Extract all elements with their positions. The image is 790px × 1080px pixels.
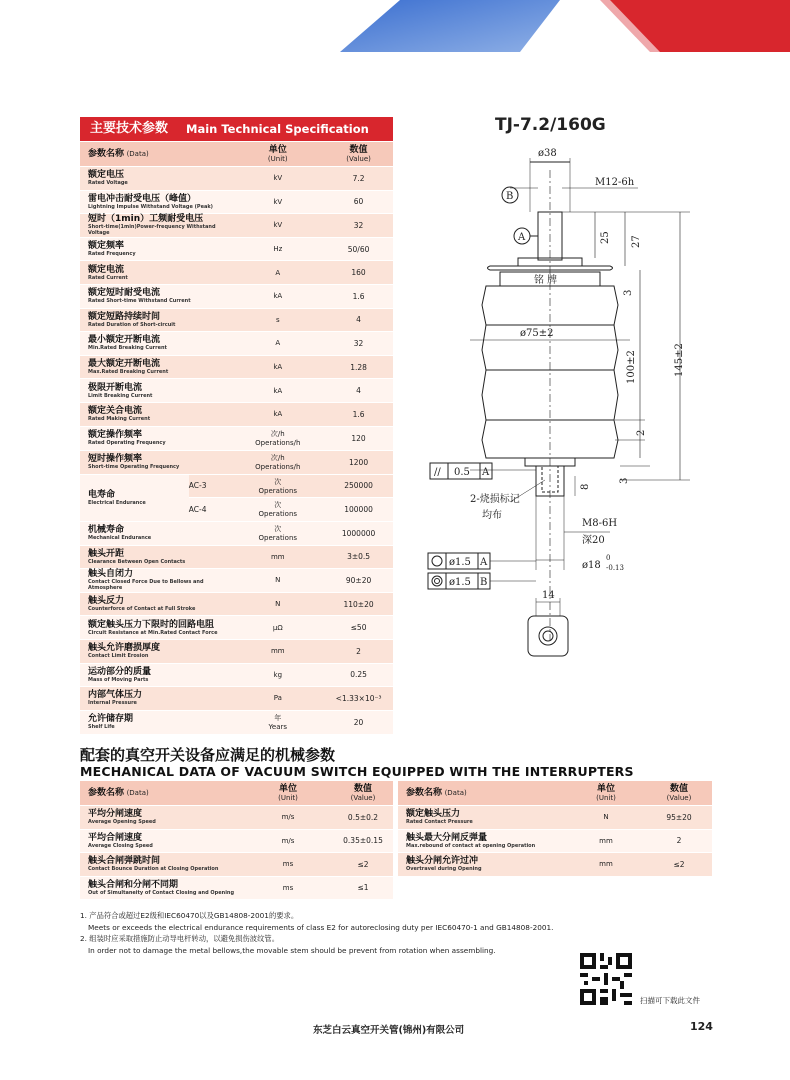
row-name-en: Electrical Endurance: [88, 499, 146, 506]
row-value: 7.2: [324, 167, 393, 191]
table-row: [80, 569, 393, 593]
row-unit: Hz: [273, 245, 283, 254]
row-name-en: Overtravel during Opening: [406, 866, 482, 873]
decoration-shapes: [0, 0, 790, 110]
row-value: 4: [324, 308, 393, 332]
row-name-zh: 触头反力: [88, 596, 125, 607]
row-value: 1.6: [324, 402, 393, 426]
row-name-en: Contact Bounce Duration at Closing Operation: [88, 866, 219, 873]
col-value-en: (Value): [346, 155, 371, 163]
col-unit-zh: 单位: [278, 784, 297, 794]
row-value: 3±0.5: [324, 545, 393, 569]
dim-145: 145±2: [674, 343, 685, 377]
row-name-en: Rated Contact Pressure: [406, 819, 473, 826]
row-unit: kg: [273, 670, 283, 679]
qr-label: 扫描可下载此文件: [640, 996, 700, 1005]
row-name-en: Rated Short-time Withstand Current: [88, 298, 191, 305]
row-unit: N: [566, 806, 646, 830]
sub-label: AC-4: [189, 498, 232, 522]
row-name-zh: 触头自闭力: [88, 569, 134, 580]
dim-d18: ø18: [582, 560, 601, 571]
table-row: [80, 402, 393, 426]
row-unit: mm: [270, 552, 285, 561]
row-name-en: Rated Frequency: [88, 251, 136, 258]
row-unit: A: [275, 339, 281, 348]
row-name-en: Limit Breaking Current: [88, 392, 153, 399]
dim-d18-tol-low: -0.13: [606, 564, 624, 572]
table-row: [80, 545, 393, 569]
table-row: [80, 214, 393, 238]
col-unit-zh: 单位: [268, 145, 287, 155]
row-value: 120: [324, 426, 393, 450]
col-unit-zh: 单位: [596, 784, 615, 794]
dim-100: 100±2: [626, 350, 637, 384]
row-value: 0.35±0.15: [333, 829, 393, 853]
col-name-en: (Data): [126, 150, 149, 158]
row-name-en: Average Closing Speed: [88, 842, 153, 849]
row-value: ≤50: [324, 616, 393, 640]
row-unit: kA: [273, 363, 283, 372]
row-value: 110±20: [324, 592, 393, 616]
col-name-zh: 参数名称: [88, 788, 125, 798]
row-value: 100000: [324, 498, 393, 522]
row-name-zh: 最小额定开断电流: [88, 335, 161, 346]
col-value-zh: 数值: [353, 784, 372, 794]
row-name-en: Internal Pressure: [88, 700, 137, 707]
row-name-en: Short-time(1min)Power-frequency Withstand Voltage: [88, 224, 216, 237]
row-value: 2: [646, 829, 712, 853]
row-name-zh: 机械寿命: [88, 525, 125, 536]
row-unit: 次: [274, 477, 282, 486]
row-unit: ms: [243, 853, 333, 877]
dim-m12: M12-6h: [595, 177, 635, 188]
row-value: 90±20: [324, 569, 393, 593]
row-name-zh: 额定操作频率: [88, 430, 143, 441]
dim-d75: ø75±2: [520, 328, 554, 339]
row-name-zh: 允许储存期: [88, 714, 134, 725]
row-name-zh: 电寿命: [88, 489, 116, 500]
row-name-en: Shelf Life: [88, 724, 115, 731]
spec-table: [80, 142, 393, 735]
table-row: [80, 616, 393, 640]
row-value: 2: [324, 639, 393, 663]
dim-depth: 深20: [582, 535, 605, 546]
row-unit: kV: [273, 197, 283, 206]
row-name-en: Lightning Impulse Withstand Voltage (Peak): [88, 203, 213, 210]
nameplate-label: 铭 牌: [534, 275, 558, 286]
row-unit2: Operations/h: [255, 439, 301, 448]
row-value: ≤2: [646, 853, 712, 877]
row-unit: A: [275, 268, 281, 277]
row-unit: mm: [566, 853, 646, 877]
dim-m8: M8-6H: [582, 518, 618, 529]
row-name-en: Contact Limit Erosion: [88, 653, 149, 660]
row-name-en: Rated Making Current: [88, 416, 151, 423]
mechanical-title-zh: 配套的真空开关设备应满足的机械参数: [80, 746, 336, 764]
page-number: 124: [690, 1020, 713, 1033]
row-name-zh: 触头开距: [88, 548, 125, 559]
mechanical-title-en: MECHANICAL DATA OF VACUUM SWITCH EQUIPPED WITH THE INTERRUPTERS: [80, 764, 634, 779]
row-unit: Pa: [273, 694, 282, 703]
row-unit: μΩ: [272, 623, 283, 632]
col-unit-en: (Unit): [267, 155, 288, 163]
dim-3a: 3: [623, 289, 634, 296]
row-unit: kA: [273, 386, 283, 395]
col-name-en: (Data): [444, 789, 467, 797]
dim-2: 2: [636, 429, 647, 436]
row-name-zh: 额定短路持续时间: [88, 311, 161, 322]
row-unit: ms: [243, 876, 333, 900]
row-name-zh: 雷电冲击耐受电压（峰值）: [88, 193, 197, 204]
row-name-zh: 极限开断电流: [88, 382, 143, 393]
row-unit2: Operations/h: [255, 463, 301, 472]
row-name-en: Mass of Moving Parts: [88, 676, 149, 683]
row-unit: 次/h: [270, 430, 285, 439]
row-name-zh: 最大额定开断电流: [88, 359, 161, 370]
table-row: [80, 710, 393, 734]
row-value: 250000: [324, 474, 393, 498]
mechanical-table-left: [80, 781, 393, 900]
row-name-zh: 平均合闸速度: [88, 832, 143, 843]
row-name-en: Mechanical Endurance: [88, 535, 152, 542]
row-name-zh: 短时操作频率: [88, 454, 143, 465]
row-name-zh: 额定短时耐受电流: [88, 288, 161, 299]
row-name-zh: 短时（1min）工频耐受电压: [88, 214, 204, 225]
body-lower: [482, 420, 618, 458]
note-2-zh: 2. 组装时应采取措施防止动导电杆转动，以避免损伤波纹管。: [80, 934, 279, 943]
row-name-zh: 触头合闸和分闸不同期: [88, 879, 179, 890]
roundness-icon: [432, 556, 442, 566]
row-name-en: Rated Duration of Short-circuit: [88, 321, 176, 328]
note-2-en: In order not to damage the metal bellows,the movable stem should be prevent from rotation when assembling.: [88, 945, 496, 955]
table-row: [80, 284, 393, 308]
table-row: [80, 663, 393, 687]
row-value: 1.6: [324, 284, 393, 308]
parallel-value: 0.5: [454, 467, 470, 478]
row-value: 32: [324, 214, 393, 238]
row-name-zh: 额定触头压力: [406, 809, 461, 820]
row-value: 1200: [324, 450, 393, 474]
footer-company: 东芝白云真空开关管(锦州)有限公司: [313, 1025, 465, 1036]
row-name-zh: 额定频率: [88, 241, 125, 252]
row-value: 50/60: [324, 237, 393, 261]
tolerance-a-ref: A: [480, 557, 488, 568]
row-unit: m/s: [243, 829, 333, 853]
row-unit: N: [275, 600, 281, 609]
table-row: [80, 190, 393, 214]
row-value: 60: [324, 190, 393, 214]
table-row: [80, 687, 393, 711]
mech-left-rows: [80, 806, 393, 900]
table-row: [80, 829, 393, 853]
spec-title-bar: [80, 117, 393, 141]
row-name-en: Out of Simultaneity of Contact Closing and Opening: [88, 889, 235, 896]
col-value-zh: 数值: [669, 784, 688, 794]
col-name-zh: 参数名称: [406, 788, 443, 798]
row-unit: 次/h: [270, 454, 285, 463]
datum-b: B: [506, 191, 514, 202]
col-value-en: (Value): [350, 794, 376, 802]
col-name-en: (Data): [126, 789, 149, 797]
row-name-zh: 触头合闸弹跳时间: [88, 856, 161, 867]
table-row: [80, 450, 393, 474]
header-decoration: [0, 0, 790, 110]
row-unit: 次: [274, 501, 282, 510]
row-value: ≤2: [333, 853, 393, 877]
dim-27: 27: [631, 235, 642, 248]
col-unit-en: (Unit): [278, 794, 298, 802]
dim-d38: ø38: [538, 148, 557, 159]
row-unit2: Operations: [258, 486, 298, 495]
mechanical-table-right: [398, 781, 712, 877]
row-value: 1.28: [324, 355, 393, 379]
parallel-ref: A: [482, 467, 490, 478]
table-row: [80, 332, 393, 356]
table-row: [80, 167, 393, 191]
row-value: ≤1: [333, 876, 393, 900]
tolerance-b-value: ø1.5: [449, 577, 471, 588]
table-row: [80, 806, 393, 830]
notes: [80, 910, 640, 956]
dim-25: 25: [600, 231, 611, 244]
concentricity-icon: [432, 576, 442, 586]
mech-right-rows: [398, 806, 712, 877]
row-unit: mm: [270, 647, 285, 656]
row-name-en: Contact Closed Force Due to Bellows and Atmosphere: [88, 579, 204, 592]
row-unit: m/s: [243, 806, 333, 830]
row-name-zh: 额定关合电流: [88, 406, 143, 417]
row-unit: kA: [273, 410, 283, 419]
burn-mark-label2: 均布: [482, 510, 502, 521]
table-row: [80, 474, 393, 498]
row-name-zh: 内部气体压力: [88, 690, 143, 701]
spec-rows: [80, 167, 393, 475]
datum-a: A: [518, 232, 526, 243]
table-row: [80, 308, 393, 332]
row-unit: s: [275, 315, 280, 324]
row-unit2: Operations: [258, 534, 298, 543]
section-view: [528, 616, 568, 656]
table-row: [80, 261, 393, 285]
row-name-zh: 触头分闸允许过冲: [406, 856, 479, 867]
table-row: [80, 639, 393, 663]
col-unit-en: (Unit): [596, 794, 616, 802]
table-row: [398, 853, 712, 877]
dim-8: 8: [580, 483, 591, 490]
row-unit: kA: [273, 292, 283, 301]
tolerance-b-ref: B: [480, 577, 488, 588]
row-name-zh: 触头最大分闸反弹量: [406, 832, 488, 843]
spec-title-en: Main Technical Specification: [186, 122, 369, 136]
row-value: 1000000: [324, 521, 393, 545]
dim-3b: 3: [619, 477, 630, 484]
row-name-zh: 运动部分的质量: [88, 666, 152, 677]
spec-table-header: [80, 142, 393, 167]
row-name-en: Counterforce of Contact at Full Stroke: [88, 606, 196, 613]
table-row: [80, 592, 393, 616]
row-value: 20: [324, 710, 393, 734]
sub-label: AC-3: [189, 474, 232, 498]
table-row: [80, 379, 393, 403]
row-value: 95±20: [646, 806, 712, 830]
row-unit: kV: [273, 174, 283, 183]
table-row: [398, 806, 712, 830]
table-row: [80, 521, 393, 545]
row-name-zh: 额定电流: [88, 264, 125, 275]
row-unit2: Years: [268, 723, 288, 732]
row-value: <1.33×10⁻³: [324, 687, 393, 711]
row-name-en: Rated Voltage: [88, 180, 128, 187]
row-name-en: Clearance Between Open Contacts: [88, 558, 186, 565]
row-name-zh: 额定触头压力下限时的回路电阻: [88, 619, 215, 630]
col-name-zh: 参数名称: [88, 149, 125, 159]
table-row: [80, 355, 393, 379]
table-row: [80, 426, 393, 450]
row-name-zh: 平均分闸速度: [88, 809, 143, 820]
row-name-en: Average Opening Speed: [88, 819, 156, 826]
table-row: [80, 853, 393, 877]
row-unit2: Operations: [258, 510, 298, 519]
col-value-en: (Value): [666, 794, 692, 802]
dim-14: 14: [542, 590, 555, 601]
parallel-symbol: //: [434, 467, 441, 478]
table-row: [80, 237, 393, 261]
row-name-zh: 额定电压: [88, 170, 125, 181]
model-title: TJ-7.2/160G: [495, 115, 606, 135]
row-unit: kV: [273, 221, 283, 230]
row-value: 32: [324, 332, 393, 356]
row-name-en: Max.rebound of contact at opening Operation: [406, 842, 536, 849]
note-1-zh: 1. 产品符合或超过E2级和IEC60470以及GB14808-2001的要求。: [80, 911, 299, 920]
row-name-en: Circuit Resistance at Min.Rated Contact Force: [88, 629, 218, 636]
qr-code[interactable]: [580, 953, 632, 1005]
note-1-en: Meets or exceeds the electrical endurance requirements of class E2 for autoreclosing duty per IEC60470-1 and GB14808-2001.: [88, 922, 554, 932]
row-value: 0.25: [324, 663, 393, 687]
row-name-en: Rated Operating Frequency: [88, 440, 166, 447]
row-value: 4: [324, 379, 393, 403]
row-unit: 年: [274, 714, 282, 723]
tolerance-a-value: ø1.5: [449, 557, 471, 568]
row-name-en: Max.Rated Breaking Current: [88, 369, 169, 376]
table-row: [80, 876, 393, 900]
row-name-en: Rated Current: [88, 274, 128, 281]
dim-d18-tol-up: 0: [606, 554, 611, 562]
row-name-en: Short-time Operating Frequency: [88, 464, 180, 471]
row-unit: N: [275, 576, 281, 585]
col-value-zh: 数值: [349, 145, 368, 155]
table-row: [398, 829, 712, 853]
row-name-zh: 触头允许磨损厚度: [88, 643, 161, 654]
spec-rows-2: [80, 521, 393, 734]
burn-mark-label: 2-烧损标记: [470, 494, 520, 505]
dimension-drawing: [410, 140, 710, 660]
row-name-en: Min.Rated Breaking Current: [88, 345, 167, 352]
row-value: 0.5±0.2: [333, 806, 393, 830]
row-value: 160: [324, 261, 393, 285]
row-unit: mm: [566, 829, 646, 853]
spec-title-zh: 主要技术参数: [90, 121, 169, 136]
blue-band: [340, 0, 560, 52]
row-unit: 次: [274, 525, 282, 534]
